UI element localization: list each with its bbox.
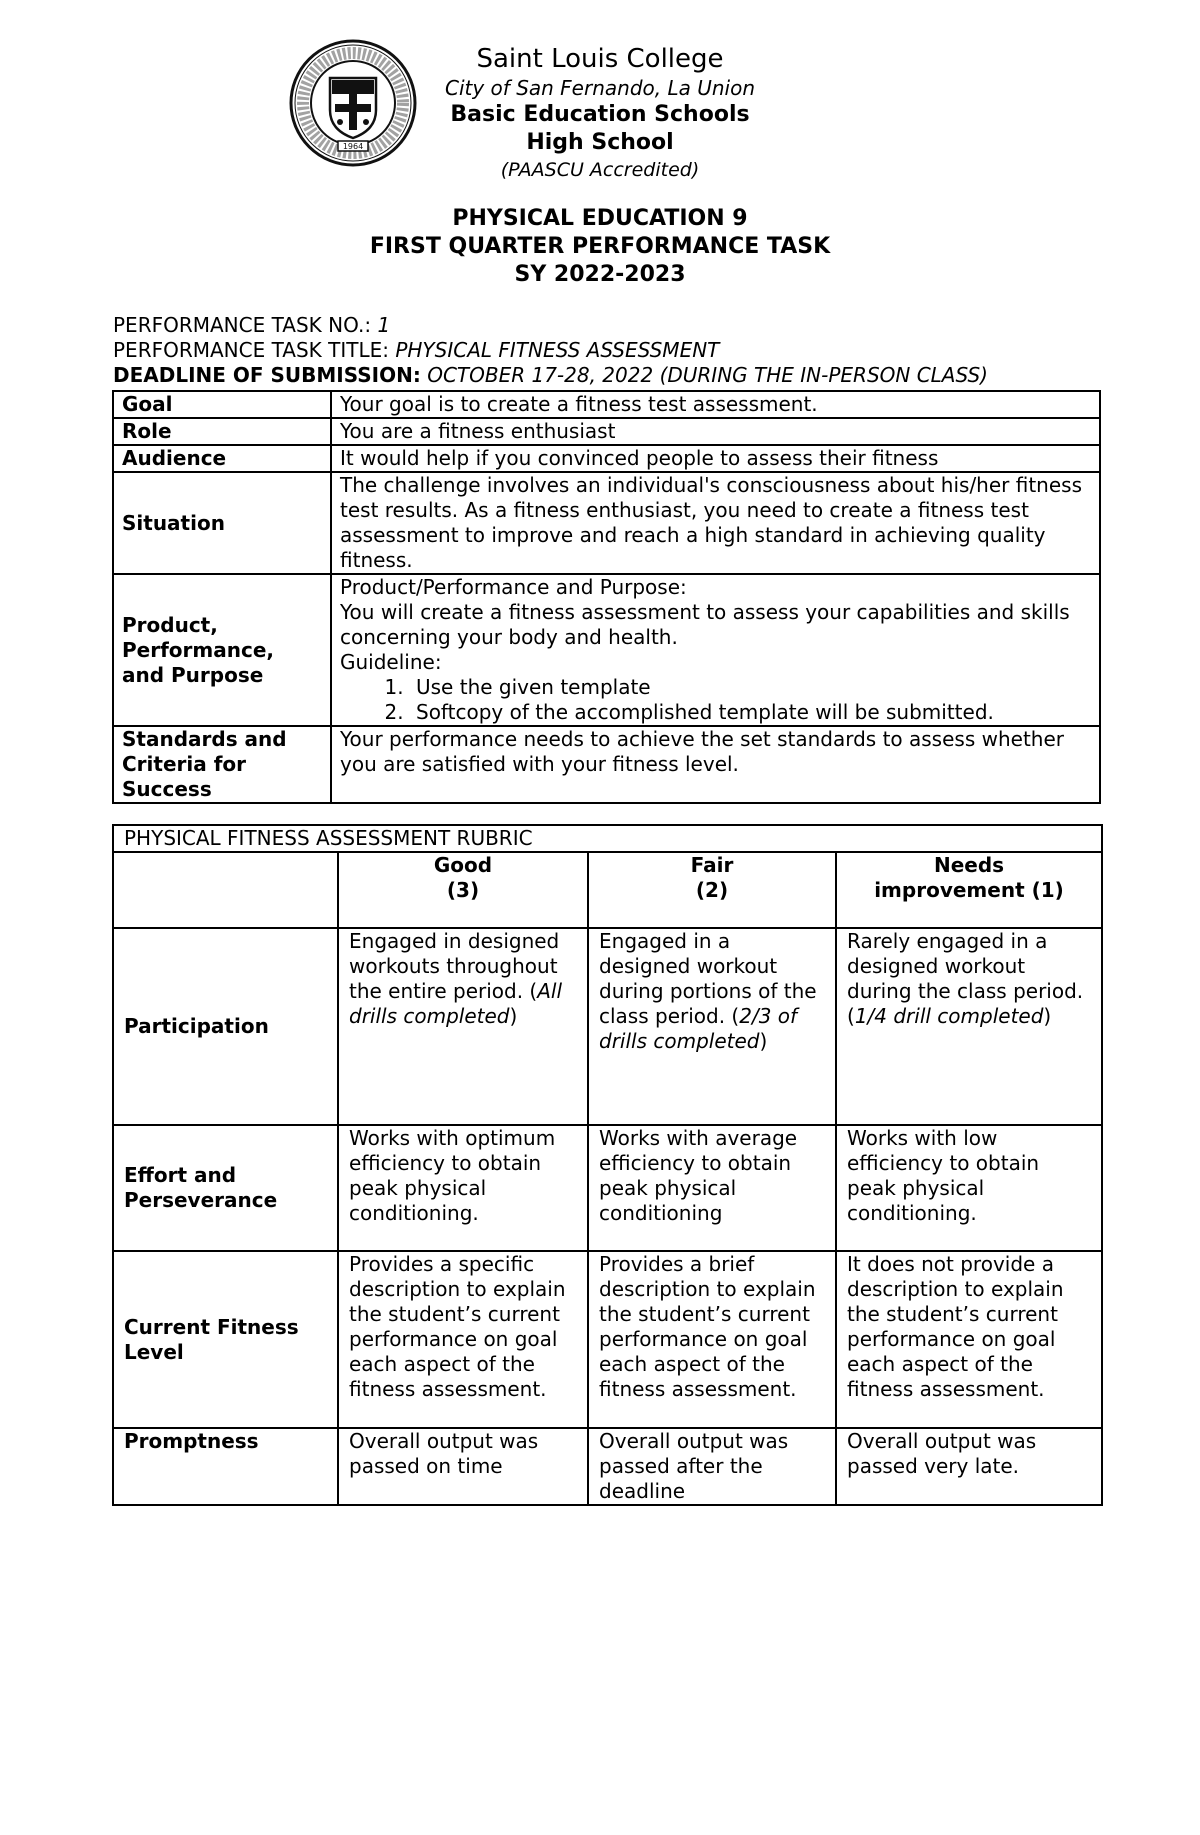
table-header-row xyxy=(113,852,1102,928)
product-value xyxy=(331,574,1100,726)
task-number-value: 1 xyxy=(377,313,391,337)
effort-good: Works with optimum efficiency to obtain peak physical conditioning. xyxy=(338,1125,588,1251)
audience-label: Audience xyxy=(113,445,331,472)
col-needs-score: improvement (1) xyxy=(874,878,1064,902)
situation-value: The challenge involves an individual's consciousness about his/her fitness test results. As a fitness enthusiast, you need to create a fitness test assessment to improve and reach a high standard in achieving quality fitness. xyxy=(331,472,1100,574)
rubric-caption: PHYSICAL FITNESS ASSESSMENT RUBRIC xyxy=(113,825,1102,852)
cell-text: ) xyxy=(759,1029,768,1053)
promptness-needs: Overall output was passed very late. xyxy=(836,1428,1102,1505)
product-heading: Product/Performance and Purpose: xyxy=(340,575,687,599)
rubric-corner-cell xyxy=(113,852,338,928)
table-row xyxy=(113,574,1100,726)
task-number-line xyxy=(113,313,1113,338)
col-needs-label: Needs xyxy=(933,853,1005,877)
document-title xyxy=(200,205,1000,289)
fitness-needs: It does not provide a description to explain the student’s current performance on goal each aspect of the fitness assessment. xyxy=(836,1251,1102,1428)
task-title-line xyxy=(113,338,1113,363)
task-deadline-line xyxy=(113,363,1113,388)
standards-label xyxy=(113,726,331,803)
table-row xyxy=(113,825,1102,852)
participation-fair xyxy=(588,928,836,1125)
cell-text: ) xyxy=(1043,1004,1052,1028)
rubric-col-fair xyxy=(588,852,836,928)
participation-needs xyxy=(836,928,1102,1125)
table-row xyxy=(113,1125,1102,1251)
col-good-score: (3) xyxy=(446,878,480,902)
standards-value: Your performance needs to achieve the set standards to assess whether you are satisfied with your fitness level. xyxy=(331,726,1100,803)
task-deadline-label: DEADLINE OF SUBMISSION: xyxy=(113,363,421,387)
situation-label: Situation xyxy=(113,472,331,574)
task-number-label: PERFORMANCE TASK NO.: xyxy=(113,313,372,337)
task-info xyxy=(113,313,1113,388)
title-school-year: SY 2022-2023 xyxy=(514,262,686,287)
standards-label-line: Success xyxy=(122,777,212,801)
table-row xyxy=(113,1251,1102,1428)
promptness-good: Overall output was passed on time xyxy=(338,1428,588,1505)
product-description: You will create a fitness assessment to assess your capabilities and skills concerning your body and health. xyxy=(340,600,1070,649)
table-row xyxy=(113,1428,1102,1505)
table-row xyxy=(113,472,1100,574)
list-item: 2. Softcopy of the accomplished template will be submitted. xyxy=(410,700,1091,725)
cell-text: ) xyxy=(509,1004,518,1028)
table-row xyxy=(113,418,1100,445)
cell-text: Engaged in designed workouts throughout the entire period. ( xyxy=(349,929,560,1003)
cell-text: Engaged in a designed workout during portions of the class period. ( xyxy=(599,929,817,1028)
standards-label-line: Standards and xyxy=(122,727,287,751)
table-row xyxy=(113,928,1102,1125)
title-subject: PHYSICAL EDUCATION 9 xyxy=(452,206,748,231)
effort-needs: Works with low efficiency to obtain peak physical conditioning. xyxy=(836,1125,1102,1251)
cell-text-italic: All drills completed xyxy=(349,979,563,1028)
school-city: City of San Fernando, La Union xyxy=(445,76,755,100)
title-task: FIRST QUARTER PERFORMANCE TASK xyxy=(369,234,831,259)
cell-text: Rarely engaged in a designed workout during the class period. ( xyxy=(847,929,1084,1028)
fitness-label xyxy=(113,1251,338,1428)
col-fair-score: (2) xyxy=(695,878,729,902)
effort-label-line: Effort and xyxy=(124,1163,237,1187)
school-department: Basic Education Schools xyxy=(450,102,750,127)
list-item: 1. Use the given template xyxy=(410,675,1091,700)
task-title-label: PERFORMANCE TASK TITLE: xyxy=(113,338,389,362)
col-fair-label: Fair xyxy=(690,853,734,877)
cell-text-italic: 2/3 of drills completed xyxy=(599,1004,798,1053)
fitness-label-line: Level xyxy=(124,1339,184,1364)
promptness-fair: Overall output was passed after the deadline xyxy=(588,1428,836,1505)
rubric-col-good xyxy=(338,852,588,928)
guideline-list xyxy=(340,675,1091,725)
grasps-table xyxy=(112,390,1101,804)
role-label: Role xyxy=(113,418,331,445)
task-deadline-value: OCTOBER 17-28, 2022 (DURING THE IN-PERSON CLASS) xyxy=(427,363,988,387)
guideline-label: Guideline: xyxy=(340,650,442,674)
participation-label: Participation xyxy=(113,928,338,1125)
product-label-line: Product, xyxy=(122,612,218,637)
fitness-label-line: Current Fitness xyxy=(124,1314,299,1339)
svg-text:1964: 1964 xyxy=(342,142,364,151)
goal-value: Your goal is to create a fitness test assessment. xyxy=(331,391,1100,418)
effort-fair: Works with average efficiency to obtain peak physical conditioning xyxy=(588,1125,836,1251)
audience-value: It would help if you convinced people to assess their fitness xyxy=(331,445,1100,472)
fitness-fair: Provides a brief description to explain the student’s current performance on goal each aspect of the fitness assessment. xyxy=(588,1251,836,1428)
school-level: High School xyxy=(526,130,674,155)
table-row xyxy=(113,391,1100,418)
table-row xyxy=(113,445,1100,472)
rubric-col-needs xyxy=(836,852,1102,928)
goal-label: Goal xyxy=(113,391,331,418)
effort-label-line: Perseverance xyxy=(124,1188,278,1212)
product-label xyxy=(113,574,331,726)
rubric-table xyxy=(112,824,1103,1506)
school-header xyxy=(300,42,900,183)
school-name: Saint Louis College xyxy=(476,44,724,74)
product-label-line: and Purpose xyxy=(122,662,264,687)
role-value: You are a fitness enthusiast xyxy=(331,418,1100,445)
cell-text-italic: 1/4 drill completed xyxy=(854,1004,1044,1028)
task-title-value: PHYSICAL FITNESS ASSESSMENT xyxy=(395,338,720,362)
effort-label xyxy=(113,1125,338,1251)
table-row xyxy=(113,726,1100,803)
school-accreditation: (PAASCU Accredited) xyxy=(500,159,700,181)
fitness-good: Provides a specific description to explain the student’s current performance on goal each aspect of the fitness assessment. xyxy=(338,1251,588,1428)
participation-good xyxy=(338,928,588,1125)
promptness-label: Promptness xyxy=(113,1428,338,1505)
col-good-label: Good xyxy=(433,853,493,877)
standards-label-line: Criteria for xyxy=(122,752,247,776)
product-label-line: Performance, xyxy=(122,637,274,662)
